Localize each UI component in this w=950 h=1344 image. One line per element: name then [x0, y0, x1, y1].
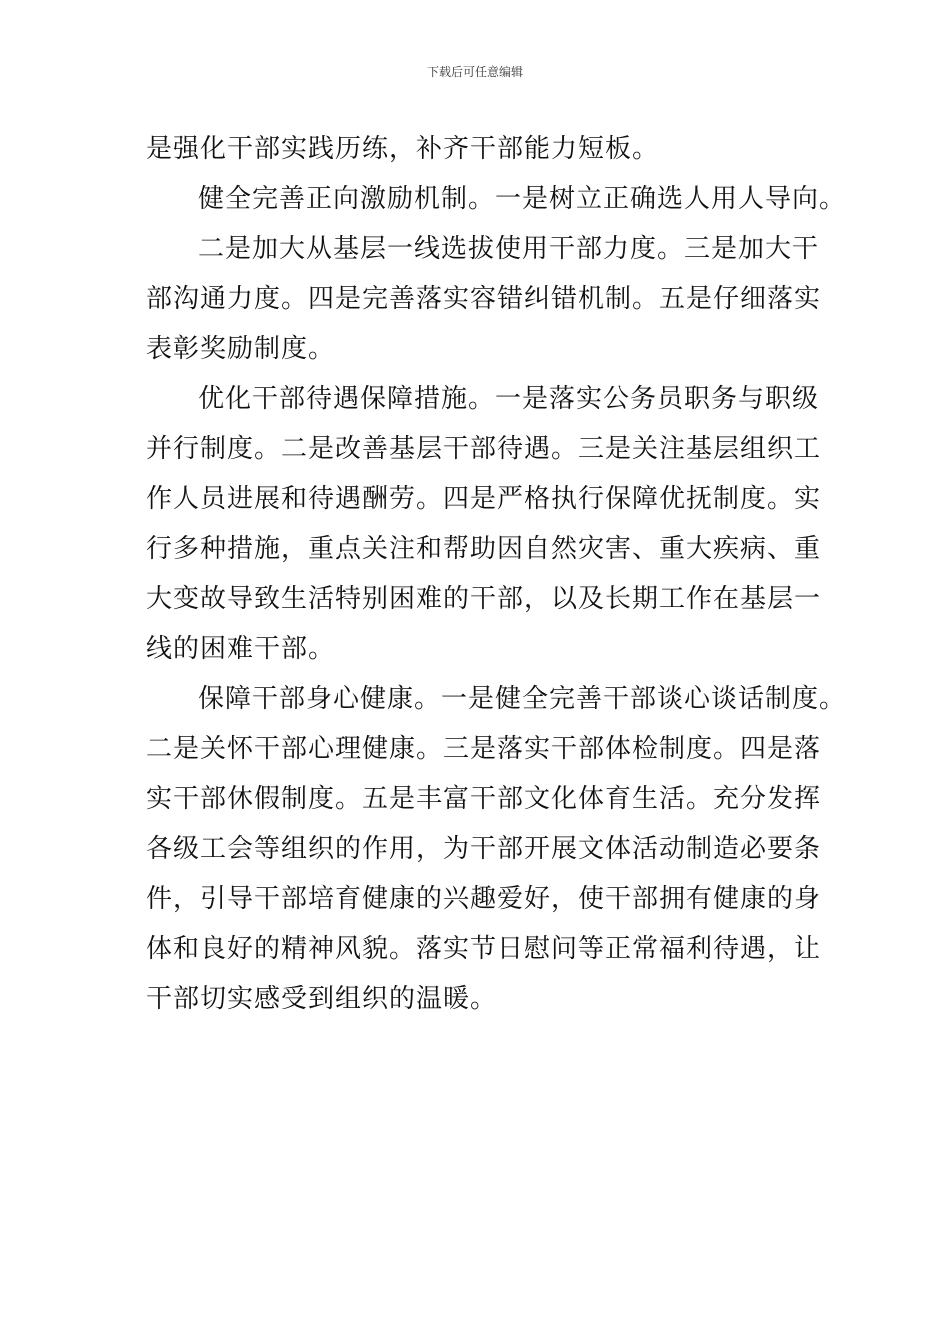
text-line: 大变故导致生活特别困难的干部，以及长期工作在基层一 [146, 584, 822, 614]
page-header: 下载后可任意编辑 [426, 65, 523, 79]
text-line: 并行制度。二是改善基层干部待遇。三是关注基层组织工 [146, 434, 822, 464]
text-line: 实干部休假制度。五是丰富干部文化体育生活。充分发挥 [146, 784, 822, 814]
document-body [146, 124, 847, 1024]
text-line: 体和良好的精神风貌。落实节日慰问等正常福利待遇，让 [146, 934, 822, 964]
text-line: 部沟通力度。四是完善落实容错纠错机制。五是仔细落实 [146, 284, 822, 314]
paragraph-start-line: 优化干部待遇保障措施。一是落实公务员职务与职级 [198, 384, 820, 414]
paragraph-start-line: 健全完善正向激励机制。一是树立正确选人用人导向。 [198, 184, 847, 214]
text-line: 干部切实感受到组织的温暖。 [146, 984, 498, 1014]
text-line: 二是关怀干部心理健康。三是落实干部体检制度。四是落 [146, 734, 822, 764]
text-line: 线的困难干部。 [146, 634, 336, 664]
text-line: 表彰奖励制度。 [146, 334, 336, 364]
text-line: 是强化干部实践历练，补齐干部能力短板。 [146, 134, 660, 164]
text-line: 作人员进展和待遇酬劳。四是严格执行保障优抚制度。实 [146, 484, 822, 514]
text-line: 二是加大从基层一线选拔使用干部力度。三是加大干 [198, 234, 820, 264]
text-line: 行多种措施，重点关注和帮助因自然灾害、重大疾病、重 [146, 534, 822, 564]
text-line: 各级工会等组织的作用，为干部开展文体活动制造必要条 [146, 834, 822, 864]
text-line: 件，引导干部培育健康的兴趣爱好，使干部拥有健康的身 [146, 884, 822, 914]
paragraph-start-line: 保障干部身心健康。一是健全完善干部谈心谈话制度。 [198, 684, 847, 714]
